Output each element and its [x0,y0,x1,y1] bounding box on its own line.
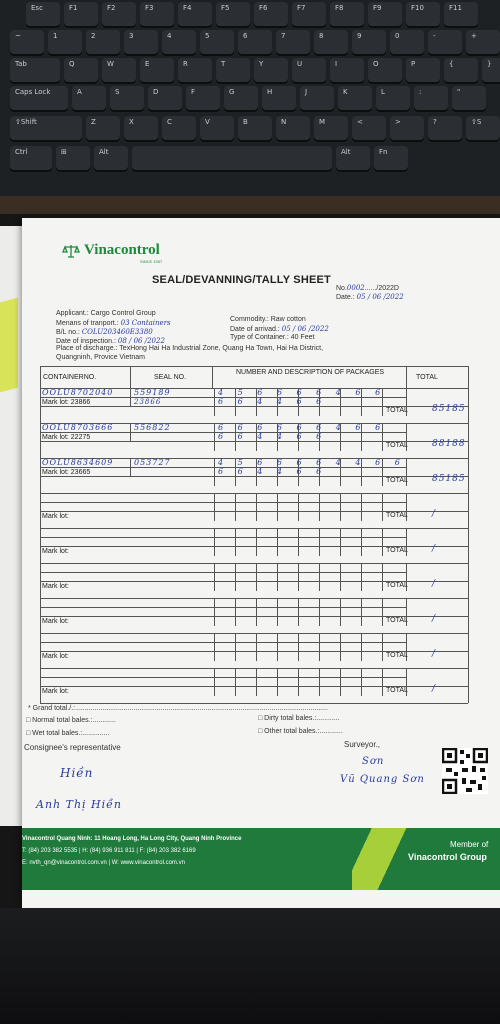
package-cell-divider [340,633,341,661]
mark-lot-label: Mark lot: [42,688,69,695]
footer-email: E: nvth_qn@vinacontrol.com.vn | W: www.vinacontrol.com.vn [22,860,185,866]
key--: ~ [10,30,44,54]
package-counts-line1: 6 6 6 6 6 6 4 6 6 [218,423,387,432]
container-no-handwritten: OOLU8634609 [42,458,114,467]
key-w: W [102,58,136,82]
row-top-line [40,397,212,398]
package-cell-divider [319,598,320,626]
means-of-transport: Menans of tranport.: 03 Containers [56,319,171,327]
row-total-label: TOTAL [386,652,408,659]
package-cell-divider [319,633,320,661]
key-9: 9 [352,30,386,54]
vinacontrol-logo [62,242,160,259]
package-cell-divider [214,493,215,521]
package-cell-divider [256,493,257,521]
row-top-line [40,432,212,433]
key-p: P [406,58,440,82]
key--: - [428,30,462,54]
key-m: M [314,116,348,140]
key-f7: F7 [292,2,326,26]
package-cell-divider [298,598,299,626]
key-o: O [368,58,402,82]
header-col-packages [212,366,213,388]
inspection-date: Date of inspection.: 08 / 06 /2022 [56,337,165,345]
package-cell-divider [214,388,215,416]
row-mid-line [212,572,406,573]
row-total-label: TOTAL [386,407,408,414]
row-total-value: 85185 [432,474,466,484]
wet-total-bales: □ Wet total bales.:.............. [26,730,110,737]
package-cell-divider [214,598,215,626]
yellow-sticky-note [0,298,18,393]
footer-company: Vinacontrol Quang Ninh: 11 Hoang Long, Ha Long City, Quang Ninh Province [22,836,242,842]
row-bottom-border [40,563,468,564]
row-top-line [40,607,212,608]
mark-lot-label: Mark lot: 23665 [42,469,91,476]
package-counts-line1: 4 5 6 6 6 6 4 6 6 [218,388,387,397]
key-f3: F3 [140,2,174,26]
key-f11: F11 [444,2,478,26]
desk-edge [0,196,500,214]
dirty-total-bales: □ Dirty total bales.:............ [258,715,340,722]
key--: ? [428,116,462,140]
package-counts-line2: 6 6 4 4 6 6 [218,432,328,441]
row-bottom-border [40,493,468,494]
surveyor-signature: Sơn [362,756,385,767]
footer-group: Vinacontrol Group [408,852,487,862]
row-mid-line [212,537,406,538]
key--: ⊞ [56,146,90,170]
package-cell-divider [340,528,341,556]
key--: " [452,86,486,110]
table-left-border [40,366,41,703]
header-seal-no: SEAL NO. [154,374,187,381]
package-cell-divider [361,528,362,556]
package-cell-divider [361,563,362,591]
key-f4: F4 [178,2,212,26]
key--s: ⇧S [466,116,500,140]
package-cell-divider [214,668,215,696]
package-cell-divider [298,563,299,591]
mark-lot-label: Mark lot: [42,618,69,625]
header-total: TOTAL [416,374,438,381]
row-total-label: TOTAL [386,687,408,694]
package-cell-divider [340,493,341,521]
key-q: Q [64,58,98,82]
qr-code [442,748,488,794]
table-surface [0,908,500,1024]
logo-text: Vinacontrol [84,242,160,258]
package-cell-divider [277,563,278,591]
package-cell-divider [361,668,362,696]
package-cell-divider [298,528,299,556]
package-cell-divider [361,598,362,626]
key-b: B [238,116,272,140]
surveyor-label: Surveyor., [344,740,381,749]
key-f5: F5 [216,2,250,26]
key-6: 6 [238,30,272,54]
package-cell-divider [256,528,257,556]
key-f1: F1 [64,2,98,26]
row-total-value: 85185 [432,404,466,414]
row-total-value: / [432,509,437,519]
consignee-name-handwritten: Anh Thị Hiền [36,798,123,811]
key-f10: F10 [406,2,440,26]
key-u: U [292,58,326,82]
consignee-label: Consignee's representative [24,743,121,752]
key-3: 3 [124,30,158,54]
package-cell-divider [382,493,383,521]
package-cell-divider [235,563,236,591]
key-alt: Alt [94,146,128,170]
mark-lot-handwritten: 23866 [134,398,162,406]
mark-lot-label: Mark lot: 22275 [42,434,91,441]
package-cell-divider [235,598,236,626]
key--: : [414,86,448,110]
package-cell-divider [235,493,236,521]
key-d: D [148,86,182,110]
package-cell-divider [277,668,278,696]
keyboard [0,0,500,200]
key-esc: Esc [26,2,60,26]
key-v: V [200,116,234,140]
row-mid-line [212,642,406,643]
key-8: 8 [314,30,348,54]
key-t: T [216,58,250,82]
table-right-border [468,366,469,703]
package-cell-divider [298,493,299,521]
key-f: F [186,86,220,110]
package-cell-divider [319,563,320,591]
table-top-border [40,366,468,367]
package-cell-divider [214,458,215,486]
key-tab: Tab [10,58,60,82]
key--: < [352,116,386,140]
row-top-line [40,502,212,503]
footer-bar [22,828,500,890]
row-total-value: / [432,544,437,554]
package-cell-divider [382,563,383,591]
package-cell-divider [277,598,278,626]
place-of-discharge-2: Quangninh, Provice Vietnam [56,354,145,361]
package-cell-divider [214,633,215,661]
key-j: J [300,86,334,110]
row-bottom-border [40,703,468,704]
key--: + [466,30,500,54]
key-n: N [276,116,310,140]
key-ctrl: Ctrl [10,146,52,170]
doc-date: Date.: 05 / 06 /2022 [336,293,404,301]
mark-lot-label: Mark lot: [42,548,69,555]
package-counts-line2: 6 6 4 4 6 6 [218,467,328,476]
package-cell-divider [382,528,383,556]
package-cell-divider [214,423,215,451]
consignee-signature: Hiền [60,766,94,780]
seal-no-handwritten: 556822 [134,423,171,432]
scales-icon [62,244,80,258]
key-r: R [178,58,212,82]
key-i: I [330,58,364,82]
package-counts-line2: 6 6 4 4 6 6 [218,397,328,406]
key-y: Y [254,58,288,82]
key-fn: Fn [374,146,408,170]
row-bottom-border [40,528,468,529]
key-space [132,146,332,170]
row-top-line [40,572,212,573]
applicant: Applicant.: Cargo Control Group [56,310,156,317]
key-5: 5 [200,30,234,54]
commodity: Commodity.: Raw cotton [230,316,306,323]
key-2: 2 [86,30,120,54]
key-caps-lock: Caps Lock [10,86,68,110]
mark-lot-label: Mark lot: [42,513,69,520]
container-no-handwritten: OOLU8703666 [42,423,114,432]
row-bottom-border [40,633,468,634]
package-cell-divider [340,563,341,591]
row-top-line [40,642,212,643]
row-col-seal [130,458,131,476]
package-cell-divider [214,563,215,591]
key-1: 1 [48,30,82,54]
row-total-value: / [432,579,437,589]
key--: } [482,58,500,82]
row-total-label: TOTAL [386,617,408,624]
package-cell-divider [256,598,257,626]
package-cell-divider [382,598,383,626]
package-cell-divider [340,598,341,626]
key-e: E [140,58,174,82]
row-total-label: TOTAL [386,547,408,554]
key-7: 7 [276,30,310,54]
key-a: A [72,86,106,110]
package-cell-divider [319,668,320,696]
package-counts-line1: 4 5 6 6 6 6 4 4 6 6 [218,458,406,467]
mark-lot-label: Mark lot: [42,583,69,590]
footer-phone: T: (84) 203 382 5535 | H: (84) 936 911 811 | F: (84) 203 382 6169 [22,848,196,854]
package-cell-divider [214,528,215,556]
package-cell-divider [277,633,278,661]
document-title: SEAL/DEVANNING/TALLY SHEET [152,274,331,286]
row-mid-line [212,677,406,678]
surveyor-name-handwritten: Vũ Quang Sơn [340,774,425,785]
row-total-label: TOTAL [386,512,408,519]
key-f2: F2 [102,2,136,26]
package-cell-divider [382,633,383,661]
package-cell-divider [319,528,320,556]
key-alt: Alt [336,146,370,170]
key--shift: ⇧Shift [10,116,82,140]
key-g: G [224,86,258,110]
key--: { [444,58,478,82]
arrival-date: Date of arrivad.: 05 / 06 /2022 [230,325,329,333]
row-mid-line [212,607,406,608]
key-z: Z [86,116,120,140]
key-f8: F8 [330,2,364,26]
grand-total: * Grand total./.:.................................................................................................................................. [28,705,328,712]
package-cell-divider [298,668,299,696]
container-type: Type of Container.: 40 Feet [230,334,315,341]
key--: > [390,116,424,140]
key-f9: F9 [368,2,402,26]
row-top-line [40,467,212,468]
key-4: 4 [162,30,196,54]
package-cell-divider [256,668,257,696]
row-bottom-border [40,668,468,669]
tally-sheet-paper [22,218,500,908]
package-cell-divider [319,493,320,521]
other-total-bales: □ Other total bales.:............ [258,728,343,735]
package-cell-divider [382,668,383,696]
row-top-line [40,677,212,678]
package-cell-divider [256,633,257,661]
bl-number: B/L no.: COLU203460E3380 [56,328,153,336]
row-total-value: / [432,684,437,694]
package-cell-divider [235,633,236,661]
row-total-value: 88188 [432,439,466,449]
package-cell-divider [277,528,278,556]
seal-no-handwritten: 559189 [134,388,171,397]
package-cell-divider [235,668,236,696]
row-total-value: / [432,614,437,624]
header-packages: NUMBER AND DESCRIPTION OF PACKAGES [235,369,385,376]
package-cell-divider [235,528,236,556]
key-0: 0 [390,30,424,54]
normal-total-bales: □ Normal total bales.:............ [26,717,116,724]
package-cell-divider [277,493,278,521]
header-col-total [406,366,407,388]
key-l: L [376,86,410,110]
row-col-seal [130,388,131,406]
doc-number: No.0002....../2022D [336,284,399,292]
package-cell-divider [361,493,362,521]
mark-lot-label: Mark lot: 23866 [42,399,91,406]
header-container-no: CONTAINERNO. [43,374,97,381]
row-col-seal [130,423,131,441]
container-no-handwritten: OOLU8702040 [42,388,114,397]
row-total-label: TOTAL [386,442,408,449]
package-cell-divider [298,633,299,661]
row-top-line [40,537,212,538]
footer-member: Member of [450,840,489,849]
row-total-label: TOTAL [386,477,408,484]
mark-lot-label: Mark lot: [42,653,69,660]
row-total-label: TOTAL [386,582,408,589]
package-cell-divider [361,633,362,661]
logo-since: SINCE 1957 [140,259,163,264]
seal-no-handwritten: 053727 [134,458,171,467]
key-h: H [262,86,296,110]
package-cell-divider [340,668,341,696]
place-of-discharge: Place of discharge.: TexHong Hai Ha Industrial Zone, Quang Ha Town, Hai Ha District, [56,345,324,352]
row-bottom-border [40,598,468,599]
key-c: C [162,116,196,140]
header-col-seal [130,366,131,388]
package-cell-divider [256,563,257,591]
key-x: X [124,116,158,140]
key-s: S [110,86,144,110]
row-mid-line [212,502,406,503]
row-total-value: / [432,649,437,659]
key-k: K [338,86,372,110]
key-f6: F6 [254,2,288,26]
